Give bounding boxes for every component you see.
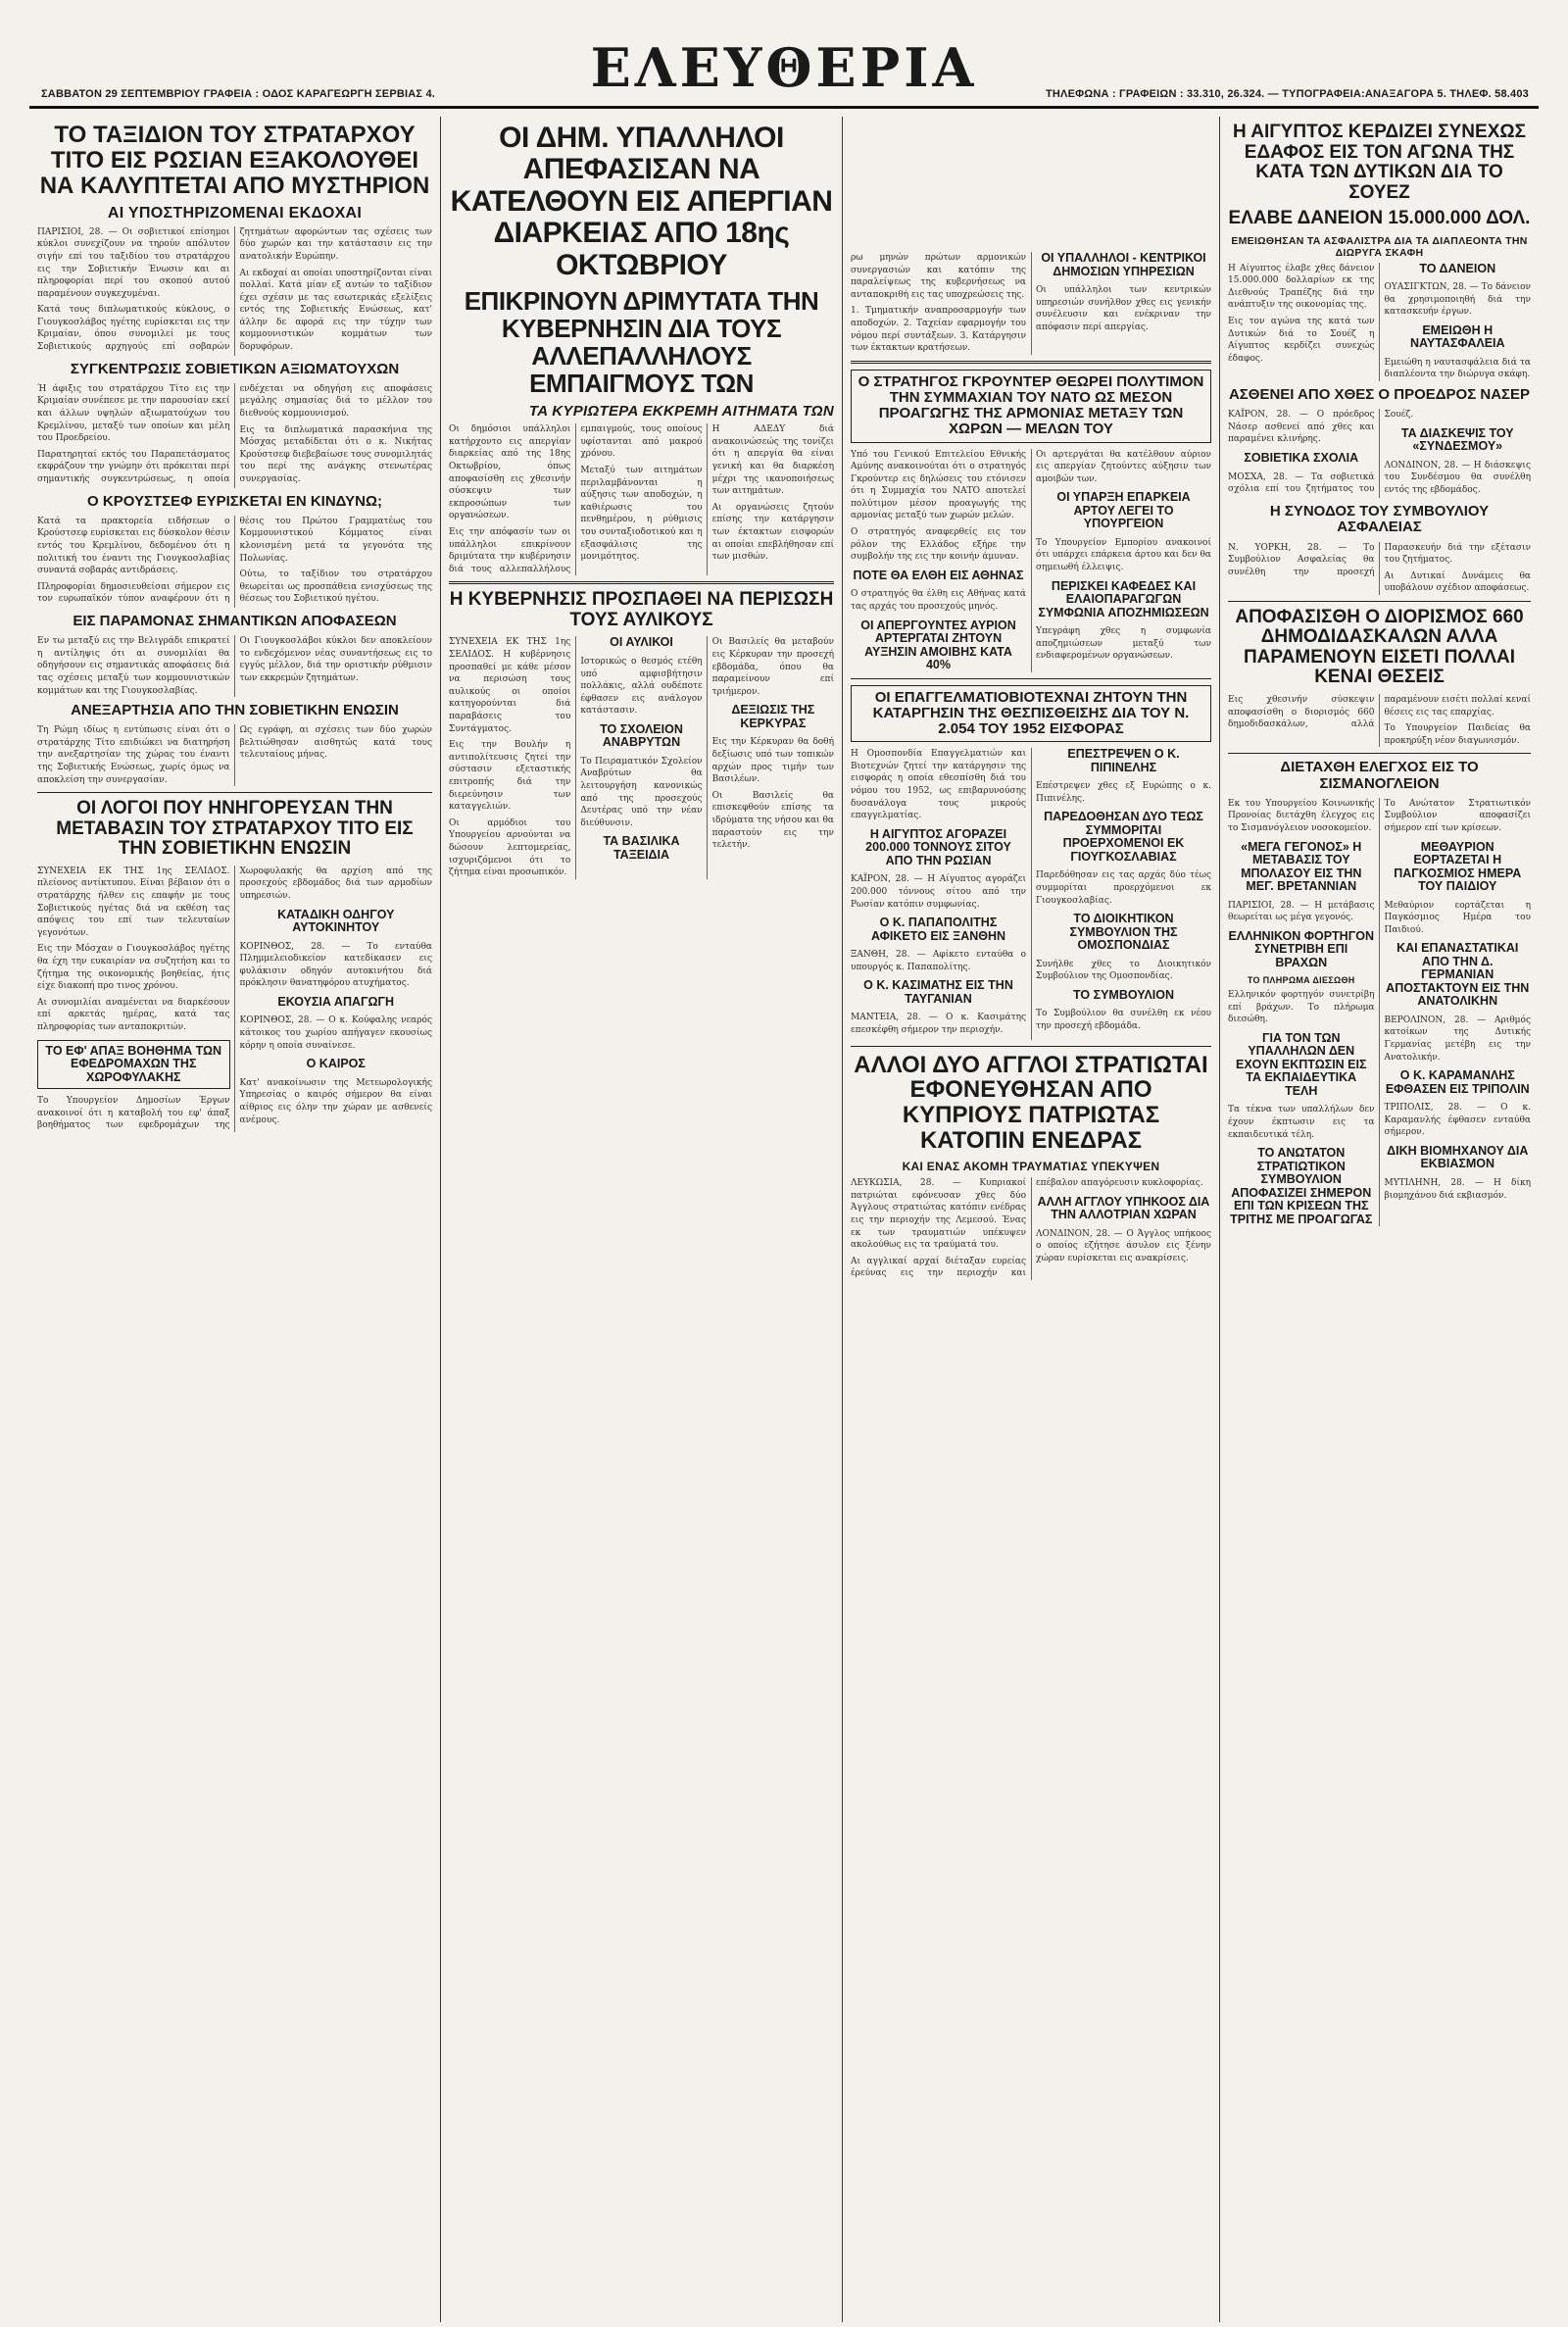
headline-syndesmos: ΤΑ ΔΙΑΣΚΕΨΙΣ ΤΟΥ «ΣΥΝΔΕΣΜΟΥ» <box>1400 425 1514 454</box>
headline-royal-trips: ΤΑ ΒΑΣΙΛΙΚΑ ΤΑΞΕΙΔΙΑ <box>603 834 680 862</box>
headline-abduction: ΕΚΟΥΣΙΑ ΑΠΑΓΩΓΗ <box>277 994 395 1009</box>
headline-central-services: ΟΙ ΥΠΑΛΛΗΛΟΙ - ΚΕΝΤΡΙΚΟΙ ΔΗΜΟΣΙΩΝ ΥΠΗΡΕΣΙΩΝ <box>1041 251 1206 278</box>
headline-driver: ΚΑΤΑΔΙΚΗ ΟΔΗΓΟΥ ΑΥΤΟΚΙΝΗΤΟΥ <box>277 907 395 935</box>
headline-teachers: ΑΠΟΦΑΣΙΣΘΗ Ο ΔΙΟΡΙΣΜΟΣ 660 ΔΗΜΟΔΙΔΑΣΚΑΛΩΝ ΑΛΛΑ ΠΑΡΑΜΕΝΟΥΝ ΕΙΣΕΤΙ ΠΟΛΛΑΙ ΚΕΝΑΙ ΘΕΣΕΙΣ <box>1235 606 1524 688</box>
headline-military-council: ΤΟ ΑΝΩΤΑΤΟΝ ΣΤΡΑΤΙΩΤΙΚΟΝ ΣΥΜΒΟΥΛΙΟΝ ΑΠΟΦΑΣΙΖΕΙ ΣΗΜΕΡΟΝ ΕΠΙ ΤΩΝ ΚΡΙΣΕΩΝ ΤΗΣ ΤΡΙΤΗΣ ΜΕ ΠΡΟΑΓΩΓΑΣ <box>1230 1146 1373 1226</box>
headline-asylum: ΑΛΛΗ ΑΓΓΛΟΥ ΥΠΗΚΟΟΣ ΔΙΑ ΤΗΝ ΑΛΛΟΤΡΙΑΝ ΧΩΡΑΝ <box>1037 1194 1210 1222</box>
headline-trial: ΔΙΚΗ ΒΙΟΜΗΧΑΝΟΥ ΔΙΑ ΕΚΒΙΑΣΜΟΝ <box>1387 1143 1529 1171</box>
headline-loan: ΕΛΑΒΕ ΔΑΝΕΙΟΝ 15.000.000 ΔΟΛ. <box>1228 208 1531 229</box>
article-khrushchev: Κατά τα πρακτορεία ειδήσεων ο Κρούστσεφ ευρίσκεται εις δύσκολον θέσιν εντός του Κρεμλίνου, δεδομένου ότι η πολιτική του έναντι της Γιουγκοσλαβίας συναντά σοβαράς αντιδράσεις. Πληροφορίαι δημοσιευθείσαι σήμερον εις τον ευρωπαϊκόν τύπον αναφέρουν ότι η θέσις του Πρώτου Γραμματέως του Κομμουνιστικού Κόμματος είναι κλονισμένη μετά τα γεγονότα της Πολωνίας. Ούτω, το ταξίδιον του στρατάρχου θεωρείται ως προσπάθεια ενισχύσεως της θέσεως του Σοβιετικού ηγέτου. <box>37 516 432 605</box>
headline-navy-insurance: ΕΜΕΙΩΘΗ Η ΝΑΥΤΑΣΦΑΛΕΙΑ <box>1409 322 1505 351</box>
headline-soviet-comments: ΣΟΒΙΕΤΙΚΑ ΣΧΟΛΙΑ <box>1244 451 1359 466</box>
subhead-cyprus: ΚΑΙ ΕΝΑΣ ΑΚΟΜΗ ΤΡΑΥΜΑΤΙΑΣ ΥΠΕΚΥΨΕΝ <box>902 1160 1160 1174</box>
headline-inspection: ΔΙΕΤΑΧΘΗ ΕΛΕΓΧΟΣ ΕΙΣ ΤΟ ΣΙΣΜΑΝΟΓΛΕΙΟΝ <box>1280 759 1479 792</box>
masthead-date: ΣΑΒΒΑΤΟΝ 29 ΣΕΠΤΕΜΒΡΙΟΥ ΓΡΑΦΕΙΑ : ΟΔΟΣ ΚΑΡΑΓΕΩΡΓΗ ΣΕΡΒΙΑΣ 4. <box>41 88 436 100</box>
banner-strike: ΟΙ ΔΗΜ. ΥΠΑΛΛΗΛΟΙ ΑΠΕΦΑΣΙΣΑΝ ΝΑ ΚΑΤΕΛΘΟΥΝ ΕΙΣ ΑΠΕΡΓΙΑΝ ΔΙΑΡΚΕΙΑΣ ΑΠΟ 18ης ΟΚΤΩΒΡΙΟΥ <box>450 122 833 281</box>
headline-pipinelis: ΕΠΕΣΤΡΕΨΕΝ Ο Κ. ΠΙΠΙΝΕΛΗΣ <box>1067 747 1180 774</box>
headline-freighter: ΕΛΛΗΝΙΚΟΝ ΦΟΡΤΗΓΟΝ ΣΥΝΕΤΡΙΒΗ ΕΠΙ ΒΡΑΧΩΝ <box>1228 928 1374 969</box>
headline-professionals: ΟΙ ΕΠΑΓΓΕΛΜΑΤΙΟΒΙΟΤΕΧΝΑΙ ΖΗΤΟΥΝ ΤΗΝ ΚΑΤΑΡΓΗΣΙΝ ΤΗΣ ΘΕΣΠΙΣΘΕΙΣΗΣ ΔΙΑ ΤΟΥ Ν. 2.054 ΤΟΥ 1952 ΕΙΣΦΟΡΑΣ <box>851 685 1211 743</box>
headline-khrushchev: Ο ΚΡΟΥΣΤΣΕΦ ΕΥΡΙΣΚΕΤΑΙ ΕΝ ΚΙΝΔΥΝΩ; <box>87 492 382 510</box>
column-4 <box>1220 117 1539 2322</box>
article-independence: Τη Ρώμη ιδίως η εντύπωσις είναι ότι ο στρατάρχης Τίτο επιδιώκει να διατηρήση την ανεξαρτησίαν της χώρας του έναντι της Σοβιετικής Ενώσεως, χωρίς όμως να αποκλείση την συνεργασίαν. Ως εγράφη, αι σχέσεις των δύο χωρών βελτιώθησαν αισθητώς κατά τους τελευταίους μήνας. <box>37 725 432 785</box>
headline-security-council: Η ΣΥΝΟΔΟΣ ΤΟΥ ΣΥΜΒΟΥΛΙΟΥ ΑΣΦΑΛΕΙΑΣ <box>1269 503 1490 536</box>
article-officials: Ή άφιξις του στρατάρχου Τίτο εις την Κριμαίαν συνέπεσε με την παρουσίαν εκεί και άλλων υψηλών αξιωματούχων του Κρεμλίνου, μεταξύ των οποίων και μέλη του Προεδρείου. Παρατηρηταί εκτός του Παραπετάσματος εκφράζουν την γνώμην ότι πρόκειται περί σημαντικής συγκεντρώσεως, η οποία ενδέχεται να οδηγήση εις αποφάσεις μεγάλης σημασίας διά το μέλλον του διεθνούς κομμουνισμού. Εις τα διπλωματικά παρασκήνια της Μόσχας μεταδίδεται ότι ο κ. Νικήτας Κρούστσεφ διεβεβαίωσε τους συνομιλητάς του περί της ανάγκης στενωτέρας συνεργασίας. <box>37 383 432 484</box>
article-strike: Οι δημόσιοι υπάλληλοι κατήρχοντο εις απεργίαν διαρκείας από της 18ης Οκτωβρίου, όπως αποφασίσθη εις χθεσινήν σύσκεψιν των εκπροσώπων των οργανώσεων. Εις την απόφασίν των οι υπάλληλοι επικρίνουν δριμύτατα την κυβέρνησιν διά τους αλλεπαλλήλους εμπαιγμούς, τους οποίους υφίστανται από μακρού χρόνου. Μεταξύ των αιτημάτων περιλαμβάνονται η αύξησις των αποδοχών, η καθιέρωσις του πενθημέρου, η ρύθμισις του συνταξιοδοτικού και η εξασφάλισις της μονιμότητος. Η ΑΔΕΔΥ διά ανακοινώσεώς της τονίζει ότι η απεργία θα είναι γενική και θα διαρκέση μέχρι της ικανοποιήσεως των αιτημάτων. Αι οργανώσεις ζητούν επίσης την κατάργησιν των έκτακτων εισφορών αι οποίαι επεβλήθησαν επί των μισθών. <box>449 424 834 574</box>
subhead-insurance: ΕΜΕΙΩΘΗΣΑΝ ΤΑ ΑΣΦΑΛΙΣΤΡΑ ΔΙΑ ΤΑ ΔΙΑΠΛΕΟΝΤΑ ΤΗΝ ΔΙΩΡΥΓΑ ΣΚΑΦΗ <box>1231 234 1528 259</box>
article-reasons: ΣΥΝΕΧΕΙΑ ΕΚ ΤΗΣ 1ης ΣΕΛΙΔΟΣ. πλείονος αντίκτυπου. Είναι βέβαιον ότι ο στρατάρχης ήλθεν εις επαφήν με τους Σοβιετικούς ηγέτας διά να εκθέση τας απόψεις του επί των τελευταίων γεγονότων. Εις την Μόσχαν ο Γιουγκοσλάβος ηγέτης θα έχη την ευκαιρίαν να συζητήση και το ζήτημα της οικονομικής βοηθείας, ήτις είχε διακοπή προ τινος χρόνου. Αι συνομιλίαι αναμένεται να διαρκέσουν επί αρκετάς ημέρας, κατά τας πληροφορίας των ανταποκριτών. ΤΟ ΕΦ' ΑΠΑΞ ΒΟΗΘΗΜΑ ΤΩΝ ΕΦΕΔΡΟΜΑΧΩΝ ΤΗΣ ΧΩΡΟΦΥΛΑΚΗΣ Το Υπουργείον Δημοσίων Έργων ανακοινοί ότι η καταβολή του εφ' άπαξ βοηθήματος των εφεδρομάχων της Χωροφυλακής θα αρχίση από της προσεχούς εβδομάδος διά των αρμοδίων υπηρεσιών. ΚΑΤΑΔΙΚΗ ΟΔΗΓΟΥ ΑΥΤΟΚΙΝΗΤΟΥ ΚΟΡΙΝΘΟΣ, 28. — Το ενταύθα Πλημμελειοδικείον κατεδίκασεν εις φυλάκισιν οδηγόν αυτοκινήτου διά πρόκλησιν θανατηφόρου ατυχήματος. ΕΚΟΥΣΙΑ ΑΠΑΓΩΓΗ ΚΟΡΙΝΘΟΣ, 28. — Ο κ. Κούφαλης νεαρός κάτοικος του χωρίου απήγαγεν εκουσίως κόρην η οποία συναίνεσε. Ο ΚΑΙΡΟΣ Κατ' ανακοίνωσιν της Μετεωρολογικής Υπηρεσίας ο καιρός σήμερον θα είναι αίθριος εις όλην την χώραν με ασθενείς ανέμους. <box>37 866 432 1131</box>
masthead-phones: ΤΗΛΕΦΩΝΑ : ΓΡΑΦΕΙΩΝ : 33.310, 26.324. — ΤΥΠΟΓΡΑΦΕΙΑ:ΑΝΑΞΑΓΟΡΑ 5. ΤΗΛΕΦ. 58.403 <box>1045 88 1529 100</box>
headline-pension: ΤΟ ΕΦ' ΑΠΑΞ ΒΟΗΘΗΜΑ ΤΩΝ ΕΦΕΔΡΟΜΑΧΩΝ ΤΗΣ ΧΩΡΟΦΥΛΑΚΗΣ <box>37 1040 230 1090</box>
headline-officials: ΣΥΓΚΕΝΤΡΩΣΙΣ ΣΟΒΙΕΤΙΚΩΝ ΑΞΙΩΜΑΤΟΥΧΩΝ <box>70 360 400 377</box>
headline-kasimatis: Ο Κ. ΚΑΣΙΜΑΤΗΣ ΕΙΣ ΤΗΝ ΤΑΥΓΑΝΙΑΝ <box>863 978 1013 1006</box>
headline-smugglers: ΠΑΡΕΔΟΘΗΣΑΝ ΔΥΟ ΤΕΩΣ ΣΥΜΜΟΡΙΤΑΙ ΠΡΟΕΡΧΟΜΕΝΟΙ ΕΚ ΓΙΟΥΓΚΟΣΛΑΒΙΑΣ <box>1044 810 1203 864</box>
headline-decisions: ΕΙΣ ΠΑΡΑΜΟΝΑΣ ΣΗΜΑΝΤΙΚΩΝ ΑΠΟΦΑΣΕΩΝ <box>73 612 397 629</box>
headline-courtiers: Η ΚΥΒΕΡΝΗΣΙΣ ΠΡΟΣΠΑΘΕΙ ΝΑ ΠΕΡΙΣΩΣΗ ΤΟΥΣ ΑΥΛΙΚΟΥΣ <box>449 589 834 630</box>
article-tito: ΠΑΡΙΣΙΟΙ, 28. — Οι σοβιετικοί επίσημοι κύκλοι συνεχίζουν να τηρούν απόλυτον σιγήν επί του ταξιδίου του στρατάρχου εις την Σοβιετικήν Ένωσιν και αι πληροφορίαι περί του σκοπού αυτού παραμένουν συγκεχυμέναι. Κατά τους διπλωματικούς κύκλους, ο Γιουγκοσλάβος ηγέτης ευρίσκεται εις την Κριμαίαν, όπου συνομιλεί με τους Σοβιετικούς αρχηγούς επί σοβαρών ζητημάτων αφορώντων τας σχέσεις των δύο χωρών και την κατάστασιν εις την ανατολικήν Ευρώπην. Αι εκδοχαί αι οποίαι υποστηρίζονται είναι πολλαί. Κατά μίαν εξ αυτών το ταξίδιον έχει σχέσιν με τας εσωτερικάς εξελίξεις εντός της Σοβιετικής Ενώσεως, κατ' άλλην δε αφορά εις την τύχην των κομμουνιστικών κομμάτων των δορυφόρων. <box>37 226 432 353</box>
article-courtiers: ΣΥΝΕΧΕΙΑ ΕΚ ΤΗΣ 1ης ΣΕΛΙΔΟΣ. Η κυβέρνησις προσπαθεί με κάθε μέσον να περισώση τους αυλικούς οι οποίοι κατηγορούνται διά παραβάσεις του Συντάγματος. Εις την Βουλήν η αντιπολίτευσις ζητεί την σύστασιν εξεταστικής επιτροπής διά την διερεύνησιν των καταγγελιών. Οι αρμόδιοι του Υπουργείου αρνούνται να δώσουν λεπτομερείας, ισχυριζόμενοι ότι το ζήτημα είναι προσωπικόν. ΟΙ ΑΥΛΙΚΟΙ Ιστορικώς ο θεσμός ετέθη υπό αμφισβήτησιν πολλάκις, αλλά ουδέποτε έφθασεν εις ανάλογον κατάστασιν. ΤΟ ΣΧΟΛΕΙΟΝ ΑΝΑΒΡΥΤΩΝ Το Πειραματικόν Σχολείον Αναβρύτων θα λειτουργήση κανονικώς από της προσεχούς Δευτέρας υπό την νέαν διεύθυνσιν. ΤΑ ΒΑΣΙΛΙΚΑ ΤΑΞΕΙΔΙΑ Οι Βασιλείς θα μεταβούν εις Κέρκυραν την προσεχή εβδομάδα, όπου θα παραμείνουν επί τριήμερον. ΔΕΞΙΩΣΙΣ ΤΗΣ ΚΕΡΚΥΡΑΣ Εις την Κέρκυραν θα δοθή δεξίωσις υπό των τοπικών αρχών προς τιμήν των Βασιλέων. Οι Βασιλείς θα επισκεφθούν επίσης τα ιδρύματα της νήσου και θα παραστούν εις την τελετήν. <box>449 635 834 878</box>
headline-independence: ΑΝΕΞΑΡΤΗΣΙΑ ΑΠΟ ΤΗΝ ΣΟΒΙΕΤΙΚΗΝ ΕΝΩΣΙΝ <box>71 702 399 719</box>
masthead <box>29 33 1539 109</box>
headline-germany: ΚΑΙ ΕΠΑΝΑΣΤΑΤΙΚΑΙ ΑΠΟ ΤΗΝ Δ. ΓΕΡΜΑΝΙΑΝ ΑΠΟΣΤΑΚΤΟΥΝ ΕΙΣ ΤΗΝ ΑΝΑΤΟΛΙΚΗΝ <box>1386 941 1530 1009</box>
headline-great-event: «ΜΕΓΑ ΓΕΓΟΝΟΣ» Η ΜΕΤΑΒΑΣΙΣ ΤΟΥ ΜΠΟΛΑΣΟΥ ΕΙΣ ΤΗΝ ΜΕΓ. ΒΡΕΤΑΝΝΙΑΝ <box>1241 839 1362 893</box>
headline-compensation: ΠΕΡΙΣΚΕΙ ΚΑΦΕΔΕΣ ΚΑΙ ΕΛΑΙΟΠΑΡΑΓΩΓΩΝ ΣΥΜΦΩΝΙΑ ΑΠΟΖΗΜΙΩΣΕΩΝ <box>1038 578 1209 619</box>
headline-papapolitis: Ο Κ. ΠΑΠΑΠΟΛΙΤΗΣ ΑΦΙΚΕΤΟ ΕΙΣ ΞΑΝΘΗΝ <box>870 916 1006 943</box>
headline-cyprus: ΑΛΛΟΙ ΔΥΟ ΑΓΓΛΟΙ ΣΤΡΑΤΙΩΤΑΙ ΕΦΟΝΕΥΘΗΣΑΝ ΑΠΟ ΚΥΠΡΙΟΥΣ ΠΑΤΡΙΩΤΑΣ ΚΑΤΟΠΙΝ ΕΝΕΔΡΑΣ <box>854 1051 1208 1155</box>
article-professionals: Η Ομοσπονδία Επαγγελματιών και Βιοτεχνών ζητεί την κατάργησιν της εισφοράς η οποία εθεσπίσθη διά του νόμου του 1952, ως επιβαρυνούσης δυσανάλογα τους μικρούς επαγγελματίας. Η ΑΙΓΥΠΤΟΣ ΑΓΟΡΑΖΕΙ 200.000 ΤΟΝΝΟΥΣ ΣΙΤΟΥ ΑΠΟ ΤΗΝ ΡΩΣΙΑΝ ΚΑΪΡΟΝ, 28. — Η Αίγυπτος αγοράζει 200.000 τόννους σίτου από την Ρωσίαν κατόπιν συμφωνίας. Ο Κ. ΠΑΠΑΠΟΛΙΤΗΣ ΑΦΙΚΕΤΟ ΕΙΣ ΞΑΝΘΗΝ ΞΑΝΘΗ, 28. — Αφίκετο ενταύθα ο υπουργός κ. Παπαπολίτης. Ο Κ. ΚΑΣΙΜΑΤΗΣ ΕΙΣ ΤΗΝ ΤΑΥΓΑΝΙΑΝ ΜΑΝΤΕΙΑ, 28. — Ο κ. Κασιμάτης επεσκέφθη σήμερον την περιοχήν. ΕΠΕΣΤΡΕΨΕΝ Ο Κ. ΠΙΠΙΝΕΛΗΣ Επέστρεψεν χθες εξ Ευρώπης ο κ. Πιπινέλης. ΠΑΡΕΔΟΘΗΣΑΝ ΔΥΟ ΤΕΩΣ ΣΥΜΜΟΡΙΤΑΙ ΠΡΟΕΡΧΟΜΕΝΟΙ ΕΚ ΓΙΟΥΓΚΟΣΛΑΒΙΑΣ Παρεδόθησαν εις τας αρχάς δύο τέως συμμορίται προερχόμενοι εκ Γιουγκοσλαβίας. ΤΟ ΔΙΟΙΚΗΤΙΚΟΝ ΣΥΜΒΟΥΛΙΟΝ ΤΗΣ ΟΜΟΣΠΟΝΔΙΑΣ Συνήλθε χθες το Διοικητικόν Συμβούλιον της Ομοσπονδίας. ΤΟ ΣΥΜΒΟΥΛΙΟΝ Το Συμβούλιον θα συνέλθη εκ νέου την προσεχή εβδομάδα. <box>851 747 1211 1035</box>
headline-karamanlis: Ο Κ. ΚΑΡΑΜΑΝΛΗΣ ΕΦΘΑΣΕΝ ΕΙΣ ΤΡΙΠΟΛΙΝ <box>1385 1068 1530 1096</box>
kicker-demands: ΤΑ ΚΥΡΙΩΤΕΡΑ ΕΚΚΡΕΜΗ ΑΙΤΗΜΑΤΑ ΤΩΝ <box>528 403 834 421</box>
article-gruenther: Υπό του Γενικού Επιτελείου Εθνικής Αμύνης ανακοινούται ότι ο στρατηγός Γκρούντερ εις δηλώσεις του ετόνισεν ότι η Συμμαχία του ΝΑΤΟ αποτελεί πολύτιμον μέσον προαγωγής της αρμονίας μεταξύ των χωρών μελών. Ο στρατηγός αναφερθείς εις τον ρόλον της Ελλάδος εξήρε την συμβολήν της εις την κοινήν άμυναν. ΠΟΤΕ ΘΑ ΕΛΘΗ ΕΙΣ ΑΘΗΝΑΣ Ο στρατηγός θα έλθη εις Αθήνας κατά τας αρχάς του προσεχούς μηνός. ΟΙ ΑΠΕΡΓΟΥΝΤΕΣ ΑΥΡΙΟΝ ΑΡΤΕΡΓΑΤΑΙ ΖΗΤΟΥΝ ΑΥΞΗΣΙΝ ΑΜΟΙΒΗΣ ΚΑΤΑ 40% Οι αρτεργάται θα κατέλθουν αύριον εις απεργίαν ζητούντες αύξησιν των αμοιβών των. ΟΙ ΥΠΑΡΞΗ ΕΠΑΡΚΕΙΑ ΑΡΤΟΥ ΛΕΓΕΙ ΤΟ ΥΠΟΥΡΓΕΙΟΝ Το Υπουργείον Εμπορίου ανακοινοί ότι υπάρχει επάρκεια άρτου και δεν θα σημειωθή έλλειψις. ΠΕΡΙΣΚΕΙ ΚΑΦΕΔΕΣ ΚΑΙ ΕΛΑΙΟΠΑΡΑΓΩΓΩΝ ΣΥΜΦΩΝΙΑ ΑΠΟΖΗΜΙΩΣΕΩΝ Υπεγράφη χθες η συμφωνία αποζημιώσεων μεταξύ των ενδιαφερομένων οργανώσεων. <box>851 449 1211 672</box>
headline-tito: ΤΟ ΤΑΞΙΔΙΟΝ ΤΟΥ ΣΤΡΑΤΑΡΧΟΥ ΤΙΤΟ ΕΙΣ ΡΩΣΙΑΝ ΕΞΑΚΟΛΟΥΘΕΙ ΝΑ ΚΑΛΥΠΤΕΤΑΙ ΑΠΟ ΜΥΣΤΗΡΙΟΝ <box>39 122 430 199</box>
headline-nasser: ΑΣΘΕΝΕΙ ΑΠΟ ΧΘΕΣ Ο ΠΡΟΕΔΡΟΣ ΝΑΣΕΡ <box>1228 386 1531 404</box>
article-nasser: ΚΑΪΡΟΝ, 28. — Ο πρόεδρος Νάσερ ασθενεί από χθες και παραμένει κλινήρης. ΣΟΒΙΕΤΙΚΑ ΣΧΟΛΙΑ ΜΟΣΧΑ, 28. — Τα σοβιετικά σχόλια επί του ζητήματος του Σουέζ. ΤΑ ΔΙΑΣΚΕΨΙΣ ΤΟΥ «ΣΥΝΔΕΣΜΟΥ» ΛΟΝΔΙΝΟΝ, 28. — Η διάσκεψις του Συνδέσμου θα συνέλθη εντός της εβδομάδος. <box>1228 410 1531 496</box>
headline-weather: Ο ΚΑΙΡΟΣ <box>306 1057 366 1071</box>
subhead-tito: ΑΙ ΥΠΟΣΤΗΡΙΖΟΜΕΝΑΙ ΕΚΔΟΧΑΙ <box>107 204 363 222</box>
headline-bakers-strike: ΟΙ ΑΠΕΡΓΟΥΝΤΕΣ ΑΥΡΙΟΝ ΑΡΤΕΡΓΑΤΑΙ ΖΗΤΟΥΝ ΑΥΞΗΣΙΝ ΑΜΟΙΒΗΣ ΚΑΤΑ 40% <box>860 618 1016 672</box>
headline-bread-supply: ΟΙ ΥΠΑΡΞΗ ΕΠΑΡΚΕΙΑ ΑΡΤΟΥ ΛΕΓΕΙ ΤΟ ΥΠΟΥΡΓΕΙΟΝ <box>1056 490 1191 531</box>
column-2 <box>441 117 843 2322</box>
newspaper-title: ΕΛΕΥΘΕΡΙΑ <box>590 36 978 99</box>
headline-egypt-wheat: Η ΑΙΓΥΠΤΟΣ ΑΓΟΡΑΖΕΙ 200.000 ΤΟΝΝΟΥΣ ΣΙΤΟΥ ΑΠΟ ΤΗΝ ΡΩΣΙΑΝ <box>865 826 1011 867</box>
headline-school: ΤΟ ΣΧΟΛΕΙΟΝ ΑΝΑΒΡΥΤΩΝ <box>600 721 683 750</box>
article-demands-cont: ρω μηνών πρώτων αρμονικών συνεργασιών και κατόπιν της παραλείψεως της κυβερνήσεως να ανταποκριθή εις τας υποχρεώσεις της. 1. Τμηματικήν αναπροσαρμογήν των αποδοχών. 2. Ταχείαν εφαρμογήν του νόμου περί συντάξεων. 3. Κατάργησιν των έκτακτων κρατήσεων. ΟΙ ΥΠΑΛΛΗΛΟΙ - ΚΕΝΤΡΙΚΟΙ ΔΗΜΟΣΙΩΝ ΥΠΗΡΕΣΙΩΝ Οι υπάλληλοι των κεντρικών υπηρεσιών συνήλθον χθες εις γενικήν συνέλευσιν και ενέκριναν την απόφασιν περί απεργίας. <box>851 251 1211 354</box>
banner-criticism: ΕΠΙΚΡΙΝΟΥΝ ΔΡΙΜΥΤΑΤΑ ΤΗΝ ΚΥΒΕΡΝΗΣΙΝ ΔΙΑ ΤΟΥΣ ΑΛΛΕΠΑΛΛΗΛΟΥΣ ΕΜΠΑΙΓΜΟΥΣ ΤΩΝ <box>464 285 819 399</box>
article-security-council: Ν. ΥΟΡΚΗ, 28. — Το Συμβούλιον Ασφαλείας θα συνέλθη την προσεχή Παρασκευήν διά την εξέτασιν του ζητήματος. Αι Δυτικαί Δυνάμεις θα υποβάλουν σχέδιον αποφάσεως. <box>1228 542 1531 594</box>
headline-aulikoi: ΟΙ ΑΥΛΙΚΟΙ <box>610 635 673 650</box>
article-teachers: Εις χθεσινήν σύσκεψιν αποφασίσθη ο διορισμός 660 δημοδιδασκάλων, αλλά παραμένουν εισέτι πολλαί κεναί θέσεις εις τας επαρχίας. Το Υπουργείον Παιδείας θα προκηρύξη νέον διαγωνισμόν. <box>1228 694 1532 746</box>
column-1 <box>29 117 441 2322</box>
article-suez: Η Αίγυπτος έλαβε χθες δάνειον 15.000.000 δολλαρίων εκ της Διεθνούς Τραπέζης διά την ανάπτυξιν της οικονομίας της. Εις τον αγώνα της κατά των Δυτικών διά το Σουέζ η Αίγυπτος κερδίζει συνεχώς έδαφος. ΤΟ ΔΑΝΕΙΟΝ ΟΥΑΣΙΓΚΤΩΝ, 28. — Το δάνειον θα χρησιμοποιηθή διά την κατασκευήν έργων. ΕΜΕΙΩΘΗ Η ΝΑΥΤΑΣΦΑΛΕΙΑ Εμειώθη η ναυτασφάλεια διά τα διαπλέοντα την διώρυγα σκάφη. <box>1228 261 1531 380</box>
article-cyprus: ΛΕΥΚΩΣΙΑ, 28. — Κυπριακοί πατριώται εφόνευσαν χθες δύο Άγγλους στρατιώτας κατόπιν ενέδρας εις την περιοχήν της Λεμεσού. Ένας εκ των τραυματιών υπέκυψεν ακολούθως εις τα τραύματά του. Αι αγγλικαί αρχαί διέταξαν ευρείας έρεύνας εις την περιοχήν και επέβαλον απαγόρευσιν κυκλοφορίας. ΑΛΛΗ ΑΓΓΛΟΥ ΥΠΗΚΟΟΣ ΔΙΑ ΤΗΝ ΑΛΛΟΤΡΙΑΝ ΧΩΡΑΝ ΛΟΝΔΙΝΟΝ, 28. — Ο Άγγλος υπήκοος ο οποίος εζήτησε άσυλον εις ξένην χώραν ευρίσκεται εις ανακρίσεις. <box>851 1178 1211 1279</box>
article-inspection: Εκ του Υπουργείου Κοινωνικής Προνοίας διετάχθη έλεγχος εις το Σισμανόγλειον νοσοκομείον. «ΜΕΓΑ ΓΕΓΟΝΟΣ» Η ΜΕΤΑΒΑΣΙΣ ΤΟΥ ΜΠΟΛΑΣΟΥ ΕΙΣ ΤΗΝ ΜΕΓ. ΒΡΕΤΑΝΝΙΑΝ ΠΑΡΙΣΙΟΙ, 28. — Η μετάβασις θεωρείται ως μέγα γεγονός. ΕΛΛΗΝΙΚΟΝ ΦΟΡΤΗΓΟΝ ΣΥΝΕΤΡΙΒΗ ΕΠΙ ΒΡΑΧΩΝ ΤΟ ΠΛΗΡΩΜΑ ΔΙΕΣΩΘΗ Ελληνικόν φορτηγόν συνετρίβη επί βράχων. Το πλήρωμα διεσώθη. ΓΙΑ ΤΟΝ ΤΩΝ ΥΠΑΛΛΗΛΩΝ ΔΕΝ ΕΧΟΥΝ ΕΚΠΤΩΣΙΝ ΕΙΣ ΤΑ ΕΚΠΑΙΔΕΥΤΙΚΑ ΤΕΛΗ Τα τέκνα των υπαλλήλων δεν έχουν έκπτωσιν εις τα εκπαιδευτικά τέλη. ΤΟ ΑΝΩΤΑΤΟΝ ΣΤΡΑΤΙΩΤΙΚΟΝ ΣΥΜΒΟΥΛΙΟΝ ΑΠΟΦΑΣΙΖΕΙ ΣΗΜΕΡΟΝ ΕΠΙ ΤΩΝ ΚΡΙΣΕΩΝ ΤΗΣ ΤΡΙΤΗΣ ΜΕ ΠΡΟΑΓΩΓΑΣ Το Ανώτατον Στρατιωτικόν Συμβούλιον αποφασίζει σήμερον επί των κρίσεων. ΜΕΘΑΥΡΙΟΝ ΕΟΡΤΑΖΕΤΑΙ Η ΠΑΓΚΟΣΜΙΟΣ ΗΜΕΡΑ ΤΟΥ ΠΑΙΔΙΟΥ Μεθαύριον εορτάζεται η Παγκόσμιος Ημέρα του Παιδιού. ΚΑΙ ΕΠΑΝΑΣΤΑΤΙΚΑΙ ΑΠΟ ΤΗΝ Δ. ΓΕΡΜΑΝΙΑΝ ΑΠΟΣΤΑΚΤΟΥΝ ΕΙΣ ΤΗΝ ΑΝΑΤΟΛΙΚΗΝ ΒΕΡΟΛΙΝΟΝ, 28. — Αριθμός κατοίκων της Δυτικής Γερμανίας μετέβη εις την Ανατολικήν. Ο Κ. ΚΑΡΑΜΑΝΛΗΣ ΕΦΘΑΣΕΝ ΕΙΣ ΤΡΙΠΟΛΙΝ ΤΡΙΠΟΛΙΣ, 28. — Ο κ. Καραμανλής έφθασεν ενταύθα σήμερον. ΔΙΚΗ ΒΙΟΜΗΧΑΝΟΥ ΔΙΑ ΕΚΒΙΑΣΜΟΝ ΜΥΤΙΛΗΝΗ, 28. — Η δίκη βιομηχάνου διά εκβιασμόν. <box>1228 798 1531 1226</box>
column-3 <box>843 117 1220 2322</box>
headline-council: ΤΟ ΣΥΜΒΟΥΛΙΟΝ <box>1072 987 1175 1002</box>
headline-corfu: ΔΕΞΙΩΣΙΣ ΤΗΣ ΚΕΡΚΥΡΑΣ <box>731 703 815 730</box>
headline-egypt-suez: Η ΑΙΓΥΠΤΟΣ ΚΕΡΔΙΖΕΙ ΣΥΝΕΧΩΣ ΕΔΑΦΟΣ ΕΙΣ ΤΟΝ ΑΓΩΝΑ ΤΗΣ ΚΑΤΑ ΤΩΝ ΔΥΤΙΚΩΝ ΔΙΑ ΤΟ ΣΟΥΕΖ <box>1232 122 1527 203</box>
headline-gruenther: Ο ΣΤΡΑΤΗΓΟΣ ΓΚΡΟΥΝΤΕΡ ΘΕΩΡΕΙ ΠΟΛΥΤΙΜΟΝ ΤΗΝ ΣΥΜΜΑΧΙΑΝ ΤΟΥ ΝΑΤΟ ΩΣ ΜΕΣΟΝ ΠΡΟΑΓΩΓΗΣ ΤΗΣ ΑΡΜΟΝΙΑΣ ΜΕΤΑΞΥ ΤΩΝ ΧΩΡΩΝ — ΜΕΛΩΝ ΤΟΥ <box>851 370 1211 443</box>
headline-childrens-day: ΜΕΘΑΥΡΙΟΝ ΕΟΡΤΑΖΕΤΑΙ Η ΠΑΓΚΟΣΜΙΟΣ ΗΜΕΡΑ ΤΟΥ ΠΑΙΔΙΟΥ <box>1394 839 1522 893</box>
headline-board: ΤΟ ΔΙΟΙΚΗΤΙΚΟΝ ΣΥΜΒΟΥΛΙΟΝ ΤΗΣ ΟΜΟΣΠΟΝΔΙΑΣ <box>1069 912 1178 953</box>
subhead-crew: ΤΟ ΠΛΗΡΩΜΑ ΔΙΕΣΩΘΗ <box>1247 975 1355 986</box>
headline-arrival: ΠΟΤΕ ΘΑ ΕΛΘΗ ΕΙΣ ΑΘΗΝΑΣ <box>853 568 1024 582</box>
headline-loan-detail: ΤΟ ΔΑΝΕΙΟΝ <box>1419 261 1496 275</box>
article-decisions: Εν τω μεταξύ εις την Βελιγράδι επικρατεί η αντίληψις ότι αι συνομιλίαι θα οδηγήσουν εις σημαντικάς αποφάσεις διά τας σχέσεις μεταξύ των κομμουνιστικών κομμάτων και της Γιουγκοσλαβίας. Οι Γιουγκοσλάβοι κύκλοι δεν αποκλείουν το ενδεχόμενον νέας συναντήσεως εις το εγγύς μέλλον, διά την οριστικήν ρύθμισιν των εκκρεμών ζητημάτων. <box>37 636 432 696</box>
headline-reasons: ΟΙ ΛΟΓΟΙ ΠΟΥ ΗΝΗΓΟΡΕΥΣΑΝ ΤΗΝ ΜΕΤΑΒΑΣΙΝ ΤΟΥ ΣΤΡΑΤΑΡΧΟΥ ΤΙΤΟ ΕΙΣ ΤΗΝ ΣΟΒΙΕΤΙΚΗΝ ΕΝΩΣΙΝ <box>56 798 414 860</box>
columns <box>29 117 1539 2322</box>
headline-school-fees: ΓΙΑ ΤΟΝ ΤΩΝ ΥΠΑΛΛΗΛΩΝ ΔΕΝ ΕΧΟΥΝ ΕΚΠΤΩΣΙΝ ΕΙΣ ΤΑ ΕΚΠΑΙΔΕΥΤΙΚΑ ΤΕΛΗ <box>1236 1030 1367 1098</box>
